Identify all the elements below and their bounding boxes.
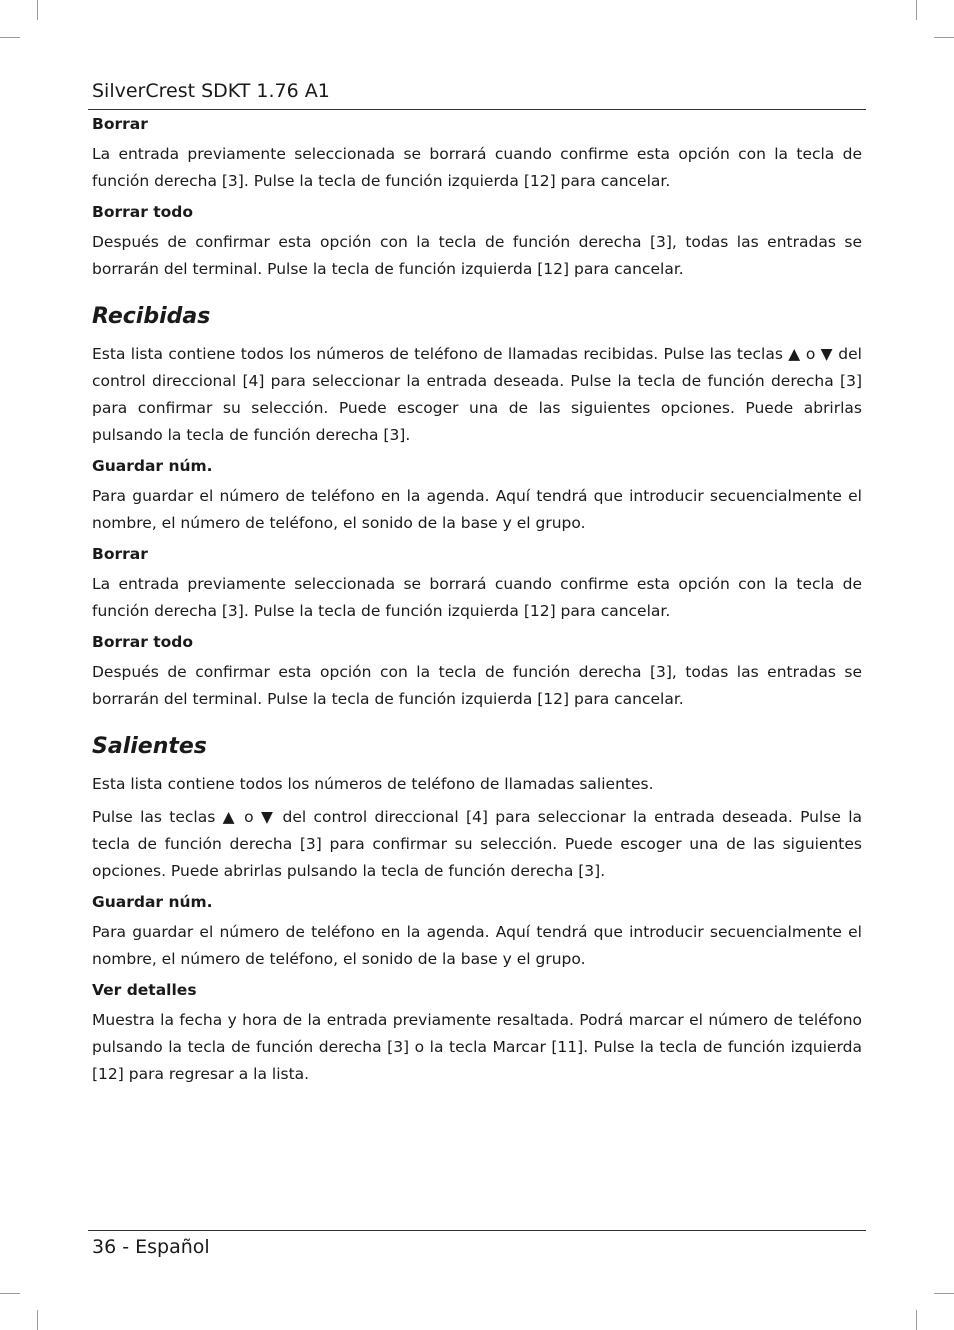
paragraph: Después de confirmar esta opción con la tecla de función derecha [3], todas las entradas se borrarán del terminal. Pulse la tecla de función izquierda [12] para cancelar. bbox=[92, 663, 862, 708]
paragraph: La entrada previamente seleccionada se borrará cuando confirme esta opción con la tecla de función derecha [3]. Pulse la tecla de función izquierda [12] para cancelar. bbox=[92, 575, 862, 620]
section-title: Recibidas bbox=[92, 304, 211, 329]
paragraph: Esta lista contiene todos los números de teléfono de llamadas salientes. bbox=[92, 775, 654, 793]
crop-mark bbox=[0, 37, 20, 38]
paragraph: Para guardar el número de teléfono en la agenda. Aquí tendrá que introducir secuencialmente el nombre, el número de teléfono, el sonido de la base y el grupo. bbox=[92, 923, 862, 968]
crop-mark bbox=[934, 1293, 954, 1294]
crop-mark bbox=[37, 1310, 38, 1330]
paragraph: Muestra la fecha y hora de la entrada previamente resaltada. Podrá marcar el número de teléfono pulsando la tecla de función derecha [3] o la tecla Marcar [11]. Pulse la tecla de función izquierda [12] para regresar a la lista. bbox=[92, 1011, 862, 1083]
footer-divider bbox=[88, 1230, 866, 1231]
header-divider bbox=[88, 109, 866, 110]
crop-mark bbox=[916, 0, 917, 20]
crop-mark bbox=[37, 0, 38, 20]
paragraph: Después de confirmar esta opción con la tecla de función derecha [3], todas las entradas se borrarán del terminal. Pulse la tecla de función izquierda [12] para cancelar. bbox=[92, 233, 862, 278]
subheading: Guardar núm. bbox=[92, 457, 213, 475]
paragraph: Para guardar el número de teléfono en la agenda. Aquí tendrá que introducir secuencialmente el nombre, el número de teléfono, el sonido de la base y el grupo. bbox=[92, 487, 862, 532]
page-header-title: SilverCrest SDKT 1.76 A1 bbox=[92, 80, 330, 102]
crop-mark bbox=[916, 1310, 917, 1330]
crop-mark bbox=[0, 1293, 20, 1294]
paragraph: La entrada previamente seleccionada se borrará cuando confirme esta opción con la tecla de función derecha [3]. Pulse la tecla de función izquierda [12] para cancelar. bbox=[92, 145, 862, 190]
page-body bbox=[92, 113, 862, 1088]
page-number-footer: 36 - Español bbox=[92, 1236, 210, 1258]
subheading: Borrar todo bbox=[92, 203, 194, 221]
subheading: Borrar bbox=[92, 545, 148, 563]
subheading: Borrar todo bbox=[92, 633, 194, 651]
paragraph: Esta lista contiene todos los números de teléfono de llamadas recibidas. Pulse las teclas ▲ o ▼ del control direccional [4] para seleccionar la entrada deseada. Pulse la tecla de función derecha [3] para confirmar su selección. Puede escoger una de las siguientes opciones. Puede abrirlas pulsando la tecla de función derecha [3]. bbox=[92, 345, 862, 444]
crop-mark bbox=[934, 37, 954, 38]
subheading: Guardar núm. bbox=[92, 893, 213, 911]
subheading: Borrar bbox=[92, 115, 148, 133]
paragraph: Pulse las teclas ▲ o ▼ del control direccional [4] para seleccionar la entrada deseada. Pulse la tecla de función derecha [3] para confirmar su selección. Puede escoger una de las siguientes opciones. Puede abrirlas pulsando la tecla de función derecha [3]. bbox=[92, 808, 862, 880]
section-title: Salientes bbox=[92, 734, 207, 759]
subheading: Ver detalles bbox=[92, 981, 197, 999]
